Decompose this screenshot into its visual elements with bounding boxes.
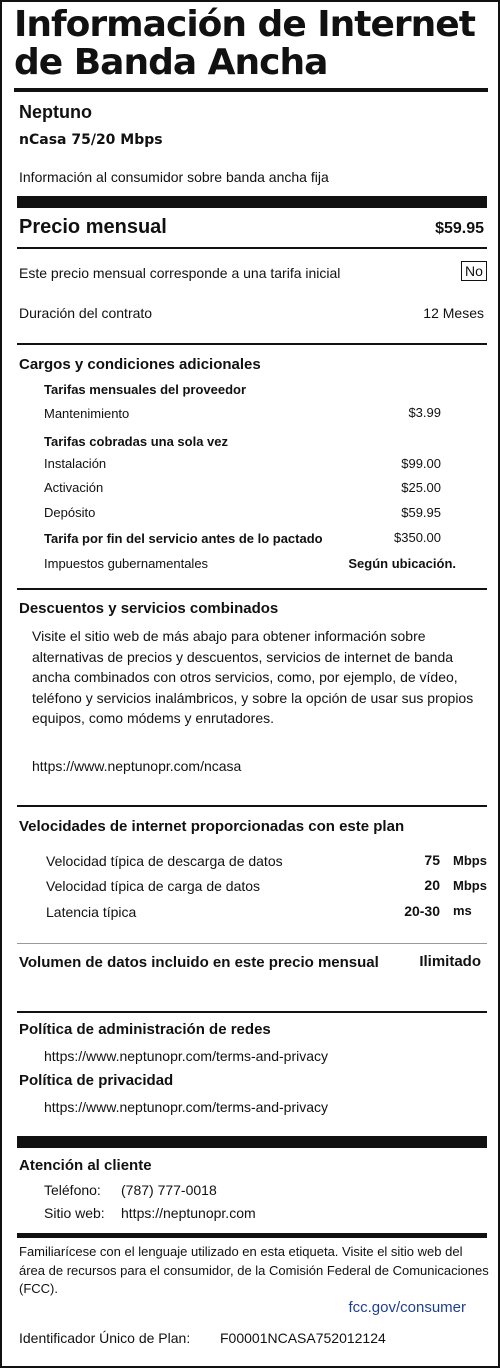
maintenance-label: Mantenimiento [44,406,130,421]
network-policy-heading: Política de administración de redes [19,1021,271,1038]
privacy-policy-link[interactable]: https://www.neptunopr.com/terms-and-privacy [44,1099,329,1115]
fcc-consumer-link[interactable]: fcc.gov/consumer [348,1299,466,1316]
contract-length-label: Duración del contrato [19,305,153,321]
privacy-policy-heading: Política de privacidad [19,1072,174,1089]
plan-id-value: F00001NCASA752012124 [220,1330,386,1346]
label-title [14,6,494,82]
activation-value: $25.00 [401,480,441,495]
plan-id-label: Identificador Único de Plan: [19,1330,191,1346]
title-line-1: Información de Internet [14,4,475,45]
title-rule [14,88,488,92]
discounts-body: Visite el sitio web de más abajo para obtener información sobre alternativas de precios y descuentos, servicios de internet de banda ancha combinados con otros servicios, como, por ejemplo, de vídeo, teléfono y servicios inalámbricos, y sobre la opción de usar sus propios equipos, como módems y enrutadores. [32,628,474,726]
discounts-rule [17,588,487,590]
data-included-value: Ilimitado [419,953,481,970]
latency-value: 20-30 [404,903,440,919]
download-speed-value: 75 [424,852,440,868]
installation-value: $99.00 [401,456,441,471]
phone-value[interactable]: (787) 777-0018 [121,1182,217,1198]
speeds-rule [17,805,487,807]
charges-heading: Cargos y condiciones adicionales [19,356,261,373]
data-included-label: Volumen de datos incluido en este precio mensual [19,954,379,971]
download-speed-unit: Mbps [453,853,487,868]
support-website-link[interactable]: https://neptunopr.com [121,1205,256,1221]
network-policy-link[interactable]: https://www.neptunopr.com/terms-and-privacy [44,1048,329,1064]
latency-label: Latencia típica [46,904,137,920]
section-divider-thick [17,196,487,208]
deposit-value: $59.95 [401,505,441,520]
activation-label: Activación [44,480,104,495]
footer-rule [17,1233,487,1238]
support-heading: Atención al cliente [19,1157,152,1174]
latency-unit: ms [453,903,472,918]
data-rule [17,943,487,944]
intro-rate-label: Este precio mensual corresponde a una tarifa inicial [19,265,341,281]
early-termination-value: $350.00 [394,530,441,545]
upload-speed-unit: Mbps [453,878,487,893]
label-description: Información al consumidor sobre banda ancha fija [19,169,329,185]
deposit-label: Depósito [44,505,96,520]
plan-name: nCasa 75/20 Mbps [19,132,163,148]
policies-rule [17,1011,487,1013]
title-line-2: de Banda Ancha [14,42,328,83]
discounts-heading: Descuentos y servicios combinados [19,600,279,617]
maintenance-value: $3.99 [408,405,441,420]
upload-speed-label: Velocidad típica de carga de datos [46,878,261,894]
phone-label: Teléfono: [44,1182,101,1198]
speeds-heading: Velocidades de internet proporcionadas con este plan [19,818,405,835]
monthly-fees-heading: Tarifas mensuales del proveedor [44,382,247,397]
download-speed-label: Velocidad típica de descarga de datos [46,853,283,869]
price-rule [17,247,487,249]
intro-rate-value: No [461,261,487,281]
discounts-link[interactable]: https://www.neptunopr.com/ncasa [32,758,242,774]
upload-speed-value: 20 [424,877,440,893]
taxes-value: Según ubicación. [348,556,456,571]
early-termination-label: Tarifa por fin del servicio antes de lo pactado [44,531,323,546]
footer-notice: Familiarícese con el lenguaje utilizado en esta etiqueta. Visite el sitio web del área de recursos para el consumidor, de la Comisión Federal de Comunicaciones (FCC). [19,1244,489,1296]
support-divider-thick [17,1136,487,1148]
provider-name: Neptuno [19,102,92,122]
monthly-price-value: $59.95 [435,220,484,237]
contract-length-value: 12 Meses [423,305,484,321]
taxes-label: Impuestos gubernamentales [44,556,209,571]
monthly-price-label: Precio mensual [19,216,167,238]
charges-rule [17,343,487,345]
installation-label: Instalación [44,456,107,471]
onetime-fees-heading: Tarifas cobradas una sola vez [44,434,228,449]
support-website-label: Sitio web: [44,1205,105,1221]
